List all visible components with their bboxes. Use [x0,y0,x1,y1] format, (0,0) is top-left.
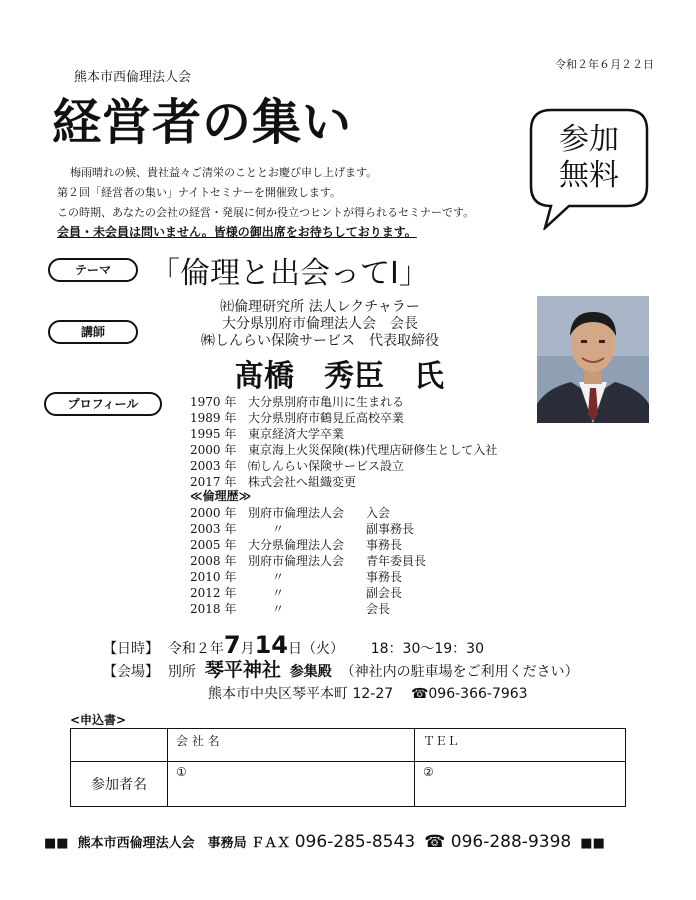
tel-field[interactable] [415,729,626,762]
application-form [70,728,626,807]
footer-tel: ☎ 096-288-9398 [424,832,572,852]
theme-label: テーマ [48,258,138,282]
intro-line-3: この時期、あなたの会社の経営・発展に何か役立つヒントが得られるセミナーです。 [57,206,475,219]
attendance-notice: 会員・未会員は問いません。皆様の御出席をお待ちしております。 [57,225,417,239]
seminar-theme: 「倫理と出会ってⅠ」 [150,256,429,291]
venue-hall: 参集殿 [289,664,332,680]
lecturer-title-3: ㈱しんらい保険サービス 代表取締役 [201,333,439,349]
participant-slot-1: ① [176,765,187,779]
footer-office: 熊本市西倫理法人会 事務局 ＦＡＸ [77,836,291,851]
footer-marks-right: ■■ [580,836,605,851]
free-admission-bubble [529,108,649,230]
datetime-era: 令和２年 [167,641,224,657]
footer-fax: 096-285-8543 [294,832,416,852]
venue-note: （神社内の駐車場をご利用ください） [340,664,579,680]
participant-field-1[interactable] [168,762,415,807]
lecturer-photo [537,296,649,423]
venue-label: 【会場】 [103,664,159,680]
company-name-label: 会 社 名 [176,734,220,748]
venue-name: 琴平神社 [204,659,281,681]
tel-label: ＴＥＬ [423,734,460,748]
venue-address-line [208,683,528,703]
participant-field-2[interactable] [415,762,626,807]
lecturer-title-2: 大分県別府市倫理法人会 会長 [222,316,418,332]
lecturer-title-1: ㈳倫理研究所 法人レクチャラー [220,299,420,315]
datetime-day-unit: 日 [288,641,303,657]
venue-phone: ☎096-366-7963 [410,686,528,702]
intro-line-1: 梅雨晴れの候、貴社益々ご清栄のこととお慶び申し上げます。 [70,166,378,179]
company-name-field[interactable] [168,729,415,762]
datetime-label: 【日時】 [103,641,159,657]
event-venue [103,655,579,682]
datetime-month: 7 [223,631,241,659]
footer-contact [44,832,605,852]
venue-address: 熊本市中央区琴平本町 12-27 [208,686,394,702]
page-title: 経営者の集い [52,94,353,151]
datetime-month-unit: 月 [240,641,255,657]
datetime-weekday: （火） [302,641,345,657]
footer-marks-left: ■■ [44,836,69,851]
organization-name: 熊本市西倫理法人会 [74,70,192,85]
lecturer-name: 髙橋 秀臣 氏 [234,359,444,394]
bubble-line-1: 参加 [559,122,619,157]
datetime-day: 14 [254,631,289,659]
lecturer-label: 講師 [48,320,138,344]
issue-date: 令和２年６月２２日 [555,58,654,71]
rinri-history-heading: ≪倫理歴≫ [190,489,252,503]
datetime-time: 18：30～19：30 [370,641,484,657]
intro-line-2: 第２回「経営者の集い」ナイトセミナーを開催致します。 [57,186,342,199]
profile-label: プロフィール [44,392,162,416]
participant-slot-2: ② [423,765,434,779]
venue-area: 別所 [167,664,196,680]
application-form-label: <申込書> [70,713,127,727]
form-corner-cell [71,729,168,762]
participant-label: 参加者名 [71,762,168,807]
bubble-line-2: 無料 [559,158,619,193]
